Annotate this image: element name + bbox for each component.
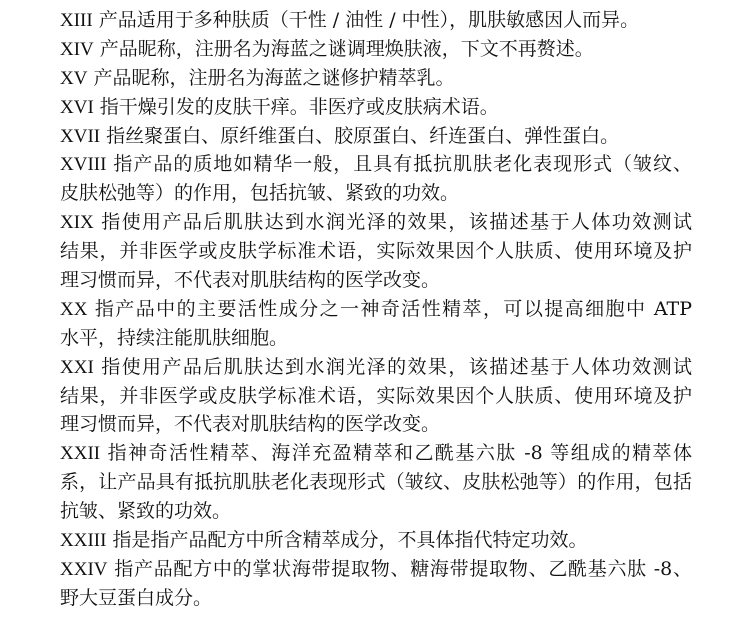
note-number: XIV — [60, 38, 94, 60]
footnotes-list — [60, 6, 692, 613]
note-line — [60, 526, 692, 555]
note-text: 理习惯而异，不代表对肌肤结构的医学改变。 — [60, 413, 441, 436]
note-line — [60, 410, 692, 439]
note-number: XXIII — [60, 530, 107, 552]
note-line — [60, 122, 692, 151]
note-text: 指使用产品后肌肤达到水润光泽的效果，该描述基于人体功效测试 — [99, 355, 692, 378]
note-line — [60, 497, 692, 526]
note-text: 产品适用于多种肤质（干性 / 油性 / 中性），肌肤敏感因人而异。 — [98, 9, 640, 31]
note-line — [60, 353, 692, 382]
note-number: XVIII — [60, 154, 107, 176]
note-line — [60, 324, 692, 353]
note-text: 指产品中的主要活性成分之一神奇活性精萃，可以提高细胞中 ATP — [93, 297, 692, 320]
note-text: 指是指产品配方中所含精萃成分，不具体指代特定功效。 — [112, 529, 588, 552]
note-number: XVII — [60, 125, 101, 147]
note-text: 产品昵称，注册名为海蓝之谜调理焕肤液，下文不再赘述。 — [99, 37, 594, 60]
note-number: XV — [60, 67, 88, 89]
note-line — [60, 179, 692, 208]
note-text: 皮肤松弛等）的作用，包括抗皱、紧致的功效。 — [60, 182, 460, 205]
note-text: 指丝聚蛋白、原纤维蛋白、胶原蛋白、纤连蛋白、弹性蛋白。 — [106, 124, 620, 147]
note-line — [60, 35, 692, 64]
note-line — [60, 555, 692, 584]
note-line — [60, 208, 692, 237]
note-number: XXII — [60, 443, 101, 465]
note-number: XX — [60, 298, 88, 320]
note-line — [60, 382, 692, 411]
note-text: 指干燥引发的皮肤干痒。非医疗或皮肤病术语。 — [99, 95, 499, 118]
note-number: XIII — [60, 10, 93, 31]
note-text: 结果，并非医学或皮肤学标准术语，实际效果因个人肤质、使用环境及护 — [60, 240, 692, 263]
note-number: XXI — [60, 356, 94, 378]
note-text: 抗皱、紧致的功效。 — [60, 500, 232, 523]
note-number: XXIV — [60, 558, 108, 580]
note-text: 指使用产品后肌肤达到水润光泽的效果，该描述基于人体功效测试 — [99, 211, 692, 234]
note-text: 指产品配方中的掌状海带提取物、糖海带提取物、乙酰基六肽 -8、 — [113, 557, 692, 580]
note-line — [60, 150, 692, 179]
note-line — [60, 64, 692, 93]
note-text: 系，让产品具有抵抗肌肤老化表现形式（皱纹、皮肤松弛等）的作用，包括 — [60, 471, 692, 494]
note-line — [60, 295, 692, 324]
note-text: 理习惯而异，不代表对肌肤结构的医学改变。 — [60, 269, 441, 292]
note-line — [60, 266, 692, 295]
note-line — [60, 439, 692, 468]
note-text: 野大豆蛋白成分。 — [60, 586, 213, 609]
note-line — [60, 584, 692, 613]
note-text: 结果，并非医学或皮肤学标准术语，实际效果因个人肤质、使用环境及护 — [60, 384, 692, 407]
note-number: XIX — [60, 212, 94, 234]
note-text: 指产品的质地如精华一般，且具有抵抗肌肤老化表现形式（皱纹、 — [112, 153, 692, 176]
note-number: XVI — [60, 96, 94, 118]
note-text: 指神奇活性精萃、海洋充盈精萃和乙酰基六肽 -8 等组成的精萃体 — [106, 442, 692, 465]
note-text: 产品昵称，注册名为海蓝之谜修护精萃乳。 — [93, 66, 455, 89]
note-line — [60, 6, 692, 35]
note-line — [60, 468, 692, 497]
note-line — [60, 93, 692, 122]
note-text: 水平，持续注能肌肤细胞。 — [60, 326, 289, 349]
note-line — [60, 237, 692, 266]
